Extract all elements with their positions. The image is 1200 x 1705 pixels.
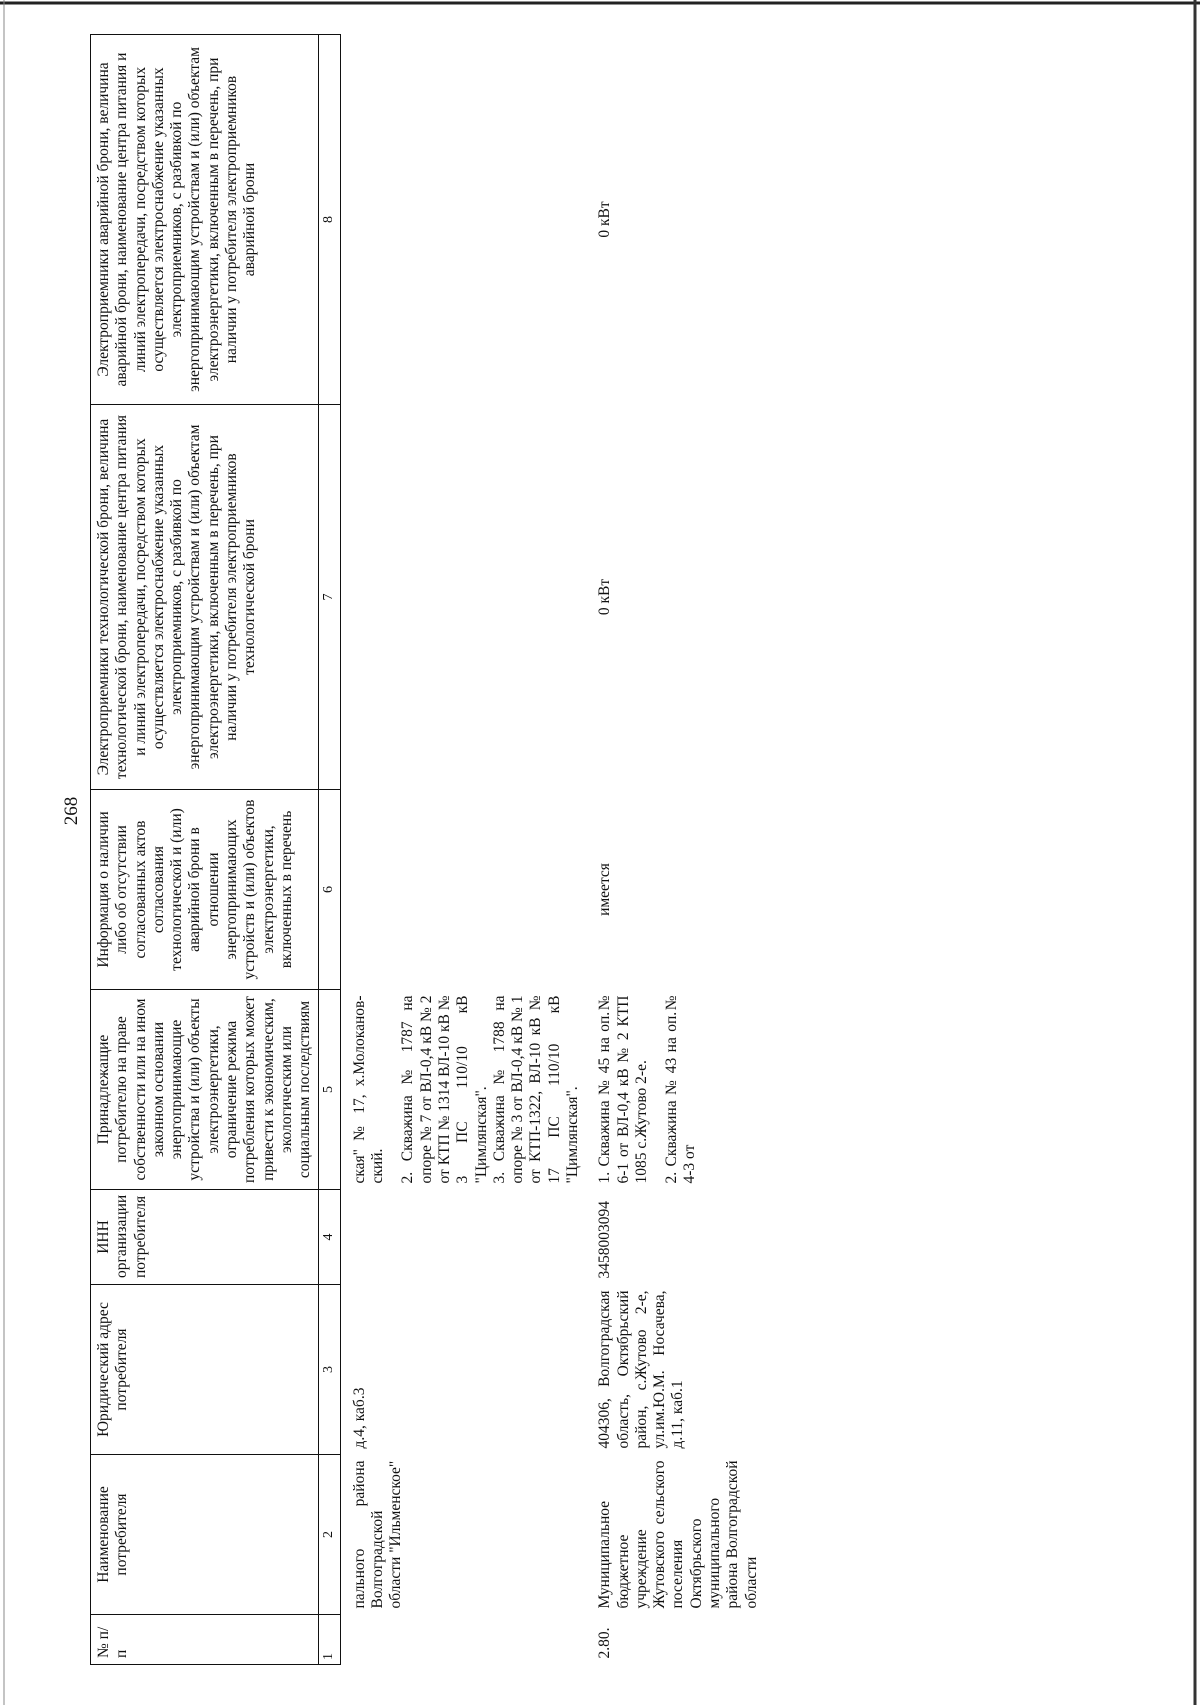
- row-number: 2.80.: [596, 1627, 614, 1659]
- column-number: 5: [319, 990, 341, 1190]
- row-number: [340, 1615, 586, 1665]
- inn: 3458003094: [596, 1201, 614, 1279]
- column-number: 6: [319, 790, 341, 990]
- column-number: 8: [319, 35, 341, 405]
- technological-reserve: 0 кВт: [596, 578, 614, 616]
- header-reservation-acts: Информация о наличии либо об отсутствии согласованных актов согласования технологической и (или) аварийной брони в отношении энергопринимающих устройств и (или) объектов электроэнергетики, включенных в перечень: [91, 790, 319, 990]
- consumer-table: [90, 34, 765, 1665]
- header-number: № п/п: [91, 1615, 319, 1665]
- column-number: 3: [319, 1285, 341, 1455]
- legal-address: д.4, каб.3: [350, 1387, 368, 1449]
- emergency-reserve: 0 кВт: [596, 201, 614, 238]
- consumer-name: пального района Волгоградской области "Ильменское": [350, 1460, 405, 1609]
- emergency-reserve: [340, 35, 586, 405]
- device-item: 2. Скважина № 1787 на опоре № 7 от ВЛ-0,4 кВ № 2 от КТП № 1314 ВЛ-10 кВ № 3 ПС 110/10 кВ "Цимлянская".: [399, 995, 490, 1184]
- device-item: 2. Скважина № 43 на оп.№ 4-3 от: [663, 995, 699, 1184]
- header-technological-reserve: Электроприемники технологической брони, величина технологической брони, наименование центра питания и линий электропередачи, посредством которых осуществляется электроснабжение указанных электроприемников, с разбивкой по энергопринимающим устройствам и (или) объектам электроэнергетики, включенным в перечень, при наличии у потребителя электроприемников технологической брони: [91, 405, 319, 790]
- inn: [340, 1190, 586, 1285]
- consumer-name: Муниципальное бюджетное учреждение Жутовского сельского поселения Октябрьского муниципального района Волгоградской области: [596, 1460, 760, 1609]
- header-emergency-reserve: Электроприемники аварийной брони, величина аварийной брони, наименование центра питания и линий электропередачи, посредством которых осуществляется электроснабжение указанных электроприемников, с разбивкой по энергопринимающим устройствам и (или) объектам электроэнергетики, включенным в перечень, при наличии у потребителя электроприемников аварийной брони: [91, 35, 319, 405]
- reservation-acts: [340, 790, 586, 990]
- column-number: 1: [319, 1615, 341, 1665]
- table-header-row: [91, 35, 319, 1665]
- legal-address: 404306, Волгоградская область, Октябрьский район, с.Жутово 2-е, ул.им.Ю.М. Носачева, д.11, каб.1: [596, 1290, 687, 1449]
- device-item: 3. Скважина № 1788 на опоре № 3 от ВЛ-0,4 кВ № 1 от КТП-1322, ВЛ-10 кВ № 17 ПС 110/10 кВ "Цимлянская".: [490, 995, 581, 1184]
- header-consumer-name: Наименование потребителя: [91, 1455, 319, 1615]
- header-inn: ИНН организации потребителя: [91, 1190, 319, 1285]
- column-number: 4: [319, 1190, 341, 1285]
- devices-cell: [586, 990, 765, 1190]
- column-number: 2: [319, 1455, 341, 1615]
- column-number-row: [319, 35, 341, 1665]
- page-number: 268: [61, 796, 82, 826]
- reservation-acts: имеется: [596, 863, 614, 916]
- devices-cell: [340, 990, 586, 1190]
- header-legal-address: Юридический адрес потребителя: [91, 1285, 319, 1455]
- header-devices: Принадлежащие потребителю на праве собственности или на ином законном основании энергопринимающие устройства и (или) объекты электроэнергетики, ограничение режима потребления которых может привести к экономическим, экологическим или социальным последствиям: [91, 990, 319, 1190]
- device-item: 1. Скважина № 45 на оп.№ 6-1 от ВЛ-0,4 кВ № 2 КТП 1085 с.Жутово 2-е.: [596, 995, 650, 1184]
- technological-reserve: [340, 405, 586, 790]
- column-number: 7: [319, 405, 341, 790]
- table-row: [340, 35, 586, 1665]
- table-row: [586, 35, 765, 1665]
- device-item: ская" № 17, х.Молокановский.: [350, 995, 387, 1184]
- rotated-table-page: [90, 35, 1140, 1665]
